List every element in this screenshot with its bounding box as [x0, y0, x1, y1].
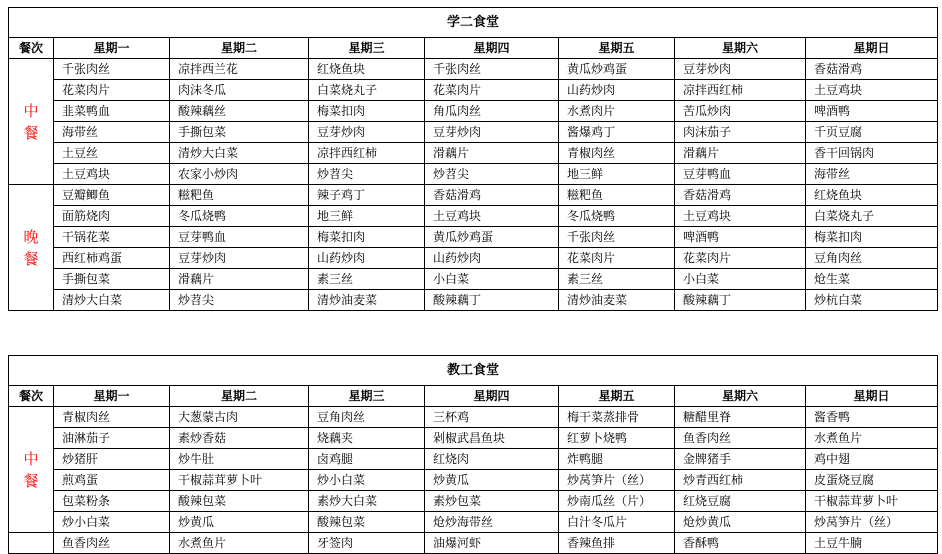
canteen-menu-table-xueer — [8, 7, 938, 311]
weekday-header: 星期三 — [309, 386, 425, 407]
meal-label-char: 中 — [23, 449, 39, 468]
dish-cell: 小白菜 — [675, 269, 806, 290]
dish-cell: 干椒蒜茸萝卜叶 — [170, 470, 309, 491]
dish-cell: 糍粑鱼 — [559, 185, 675, 206]
table-row — [9, 185, 938, 206]
weekday-header: 星期日 — [806, 38, 938, 59]
dish-cell: 炝生菜 — [806, 269, 938, 290]
canteen-title: 教工食堂 — [9, 356, 938, 386]
dish-cell: 梅菜扣肉 — [309, 227, 425, 248]
dish-cell: 酸辣藕丁 — [425, 290, 559, 311]
dish-cell: 苦瓜炒肉 — [675, 101, 806, 122]
dish-cell: 黄瓜炒鸡蛋 — [425, 227, 559, 248]
canteen-title: 学二食堂 — [9, 8, 938, 38]
dish-cell: 炒苕尖 — [309, 164, 425, 185]
dish-cell: 滑藕片 — [675, 143, 806, 164]
dish-cell: 肉沫冬瓜 — [170, 80, 309, 101]
weekday-header: 星期二 — [170, 38, 309, 59]
dish-cell: 素炒香菇 — [170, 428, 309, 449]
dish-cell: 酸辣包菜 — [170, 491, 309, 512]
weekday-header: 星期四 — [425, 38, 559, 59]
table-row — [9, 491, 938, 512]
table-row — [9, 449, 938, 470]
dish-cell: 手撕包菜 — [54, 269, 170, 290]
weekday-header: 星期一 — [54, 38, 170, 59]
dish-cell: 炒苕尖 — [425, 164, 559, 185]
dish-cell: 清炒大白菜 — [54, 290, 170, 311]
table-row — [9, 101, 938, 122]
meal-label-char: 中 — [23, 101, 39, 120]
dish-cell: 炒小白菜 — [309, 470, 425, 491]
dish-cell: 面筋烧肉 — [54, 206, 170, 227]
dish-cell: 酸辣藕丝 — [170, 101, 309, 122]
dish-cell: 地三鲜 — [309, 206, 425, 227]
table-row — [9, 470, 938, 491]
dish-cell: 炒猪肝 — [54, 449, 170, 470]
dish-cell: 水煮鱼片 — [806, 428, 938, 449]
canteen-menu-table-jiaogong — [8, 355, 938, 554]
dish-cell: 豆芽炒肉 — [425, 122, 559, 143]
dish-cell: 土豆丝 — [54, 143, 170, 164]
dish-cell: 三杯鸡 — [425, 407, 559, 428]
dish-cell: 豆角肉丝 — [806, 248, 938, 269]
dish-cell: 白菜烧丸子 — [309, 80, 425, 101]
dish-cell: 香干回锅肉 — [806, 143, 938, 164]
dish-cell: 手撕包菜 — [170, 122, 309, 143]
meal-label-char: 晚 — [23, 227, 39, 246]
weekday-header: 星期五 — [559, 386, 675, 407]
dish-cell: 鸡中翅 — [806, 449, 938, 470]
dish-cell: 冬瓜烧鸭 — [559, 206, 675, 227]
dish-cell: 油爆河虾 — [425, 533, 559, 554]
dish-cell: 土豆鸡块 — [806, 80, 938, 101]
table-row — [9, 407, 938, 428]
weekday-header: 星期六 — [675, 386, 806, 407]
weekday-header: 星期一 — [54, 386, 170, 407]
dish-cell: 清炒油麦菜 — [559, 290, 675, 311]
dish-cell: 炒苕尖 — [170, 290, 309, 311]
dish-cell: 豆角肉丝 — [309, 407, 425, 428]
meal-label — [9, 407, 54, 533]
dish-cell: 滑藕片 — [425, 143, 559, 164]
dish-cell: 炒青西红柿 — [675, 470, 806, 491]
dish-cell: 豆芽炒肉 — [309, 122, 425, 143]
dish-cell: 土豆鸡块 — [425, 206, 559, 227]
dish-cell: 冬瓜烧鸭 — [170, 206, 309, 227]
table-row — [9, 122, 938, 143]
meal-label-char: 餐 — [23, 249, 39, 268]
dish-cell: 西红柿鸡蛋 — [54, 248, 170, 269]
weekday-header: 星期日 — [806, 386, 938, 407]
table-row — [9, 80, 938, 101]
dish-cell: 炒黄瓜 — [425, 470, 559, 491]
dish-cell: 凉拌西红柿 — [309, 143, 425, 164]
dish-cell: 素三丝 — [559, 269, 675, 290]
dish-cell: 炸鸭腿 — [559, 449, 675, 470]
meal-label-char: 餐 — [23, 123, 39, 142]
table-row — [9, 533, 938, 554]
weekday-header: 星期二 — [170, 386, 309, 407]
dish-cell: 酸辣包菜 — [309, 512, 425, 533]
dish-cell: 花菜肉片 — [425, 80, 559, 101]
dish-cell: 梅菜扣肉 — [806, 227, 938, 248]
dish-cell: 土豆鸡块 — [54, 164, 170, 185]
dish-cell: 炝炒黄瓜 — [675, 512, 806, 533]
dish-cell: 山药炒肉 — [425, 248, 559, 269]
dish-cell: 素炒大白菜 — [309, 491, 425, 512]
dish-cell: 青椒肉丝 — [54, 407, 170, 428]
dish-cell: 清炒油麦菜 — [309, 290, 425, 311]
meal-label — [9, 59, 54, 185]
dish-cell: 肉沫茄子 — [675, 122, 806, 143]
dish-cell: 包菜粉条 — [54, 491, 170, 512]
dish-cell: 糖醋里脊 — [675, 407, 806, 428]
dish-cell: 牙签肉 — [309, 533, 425, 554]
dish-cell: 糍粑鱼 — [170, 185, 309, 206]
meal-label-char: 餐 — [23, 471, 39, 490]
table-row — [9, 206, 938, 227]
dish-cell: 红烧肉 — [425, 449, 559, 470]
dish-cell: 红萝卜烧鸭 — [559, 428, 675, 449]
dish-cell: 炒杭白菜 — [806, 290, 938, 311]
dish-cell: 酱爆鸡丁 — [559, 122, 675, 143]
dish-cell: 白菜烧丸子 — [806, 206, 938, 227]
dish-cell: 土豆牛腩 — [806, 533, 938, 554]
dish-cell: 香菇滑鸡 — [806, 59, 938, 80]
table-row — [9, 512, 938, 533]
header-row — [9, 38, 938, 59]
dish-cell: 香辣鱼排 — [559, 533, 675, 554]
dish-cell: 山药炒肉 — [559, 80, 675, 101]
dish-cell: 香菇滑鸡 — [425, 185, 559, 206]
dish-cell: 红烧鱼块 — [806, 185, 938, 206]
dish-cell: 花菜肉片 — [54, 80, 170, 101]
dish-cell: 梅干菜蒸排骨 — [559, 407, 675, 428]
table-row — [9, 428, 938, 449]
menu-body-xueer — [9, 8, 938, 311]
dish-cell: 啤酒鸭 — [675, 227, 806, 248]
table-row — [9, 143, 938, 164]
dish-cell: 凉拌西红柿 — [675, 80, 806, 101]
dish-cell: 黄瓜炒鸡蛋 — [559, 59, 675, 80]
dish-cell: 酸辣藕丁 — [675, 290, 806, 311]
dish-cell: 豆芽鸭血 — [675, 164, 806, 185]
dish-cell: 农家小炒肉 — [170, 164, 309, 185]
dish-cell: 海带丝 — [54, 122, 170, 143]
weekday-header: 星期五 — [559, 38, 675, 59]
dish-cell: 凉拌西兰花 — [170, 59, 309, 80]
dish-cell: 干椒蒜茸萝卜叶 — [806, 491, 938, 512]
dish-cell: 韭菜鸭血 — [54, 101, 170, 122]
dish-cell: 素三丝 — [309, 269, 425, 290]
weekday-header: 星期六 — [675, 38, 806, 59]
dish-cell: 炒牛肚 — [170, 449, 309, 470]
title-row — [9, 8, 938, 38]
table-row — [9, 290, 938, 311]
meal-column-header: 餐次 — [9, 386, 54, 407]
dish-cell: 酱香鸭 — [806, 407, 938, 428]
title-row — [9, 356, 938, 386]
dish-cell: 豆瓣鲫鱼 — [54, 185, 170, 206]
weekday-header: 星期四 — [425, 386, 559, 407]
dish-cell: 卤鸡腿 — [309, 449, 425, 470]
dish-cell: 角瓜肉丝 — [425, 101, 559, 122]
table-row — [9, 248, 938, 269]
dish-cell: 干锅花菜 — [54, 227, 170, 248]
dish-cell: 辣子鸡丁 — [309, 185, 425, 206]
table-row — [9, 164, 938, 185]
dish-cell: 煎鸡蛋 — [54, 470, 170, 491]
dish-cell: 地三鲜 — [559, 164, 675, 185]
dish-cell: 红烧鱼块 — [309, 59, 425, 80]
dish-cell: 青椒肉丝 — [559, 143, 675, 164]
dish-cell: 白汁冬瓜片 — [559, 512, 675, 533]
weekday-header: 星期三 — [309, 38, 425, 59]
dish-cell: 啤酒鸭 — [806, 101, 938, 122]
dish-cell: 花菜肉片 — [675, 248, 806, 269]
table-row — [9, 227, 938, 248]
header-row — [9, 386, 938, 407]
dish-cell: 大葱蒙古肉 — [170, 407, 309, 428]
dish-cell: 金牌猪手 — [675, 449, 806, 470]
dish-cell: 炒莴笋片（丝） — [806, 512, 938, 533]
dish-cell: 小白菜 — [425, 269, 559, 290]
menu-body-jiaogong — [9, 356, 938, 554]
dish-cell: 山药炒肉 — [309, 248, 425, 269]
meal-column-header: 餐次 — [9, 38, 54, 59]
dish-cell: 炒莴笋片（丝） — [559, 470, 675, 491]
dish-cell: 炝炒海带丝 — [425, 512, 559, 533]
dish-cell: 海带丝 — [806, 164, 938, 185]
dish-cell: 素炒包菜 — [425, 491, 559, 512]
dish-cell: 烧藕夹 — [309, 428, 425, 449]
meal-label — [9, 533, 54, 554]
dish-cell: 炒黄瓜 — [170, 512, 309, 533]
dish-cell: 红烧豆腐 — [675, 491, 806, 512]
dish-cell: 梅菜扣肉 — [309, 101, 425, 122]
dish-cell: 千页豆腐 — [806, 122, 938, 143]
dish-cell: 炒小白菜 — [54, 512, 170, 533]
table-row — [9, 59, 938, 80]
dish-cell: 油淋茄子 — [54, 428, 170, 449]
dish-cell: 土豆鸡块 — [675, 206, 806, 227]
dish-cell: 豆芽炒肉 — [675, 59, 806, 80]
dish-cell: 鱼香肉丝 — [675, 428, 806, 449]
dish-cell: 香酥鸭 — [675, 533, 806, 554]
dish-cell: 皮蛋烧豆腐 — [806, 470, 938, 491]
dish-cell: 水煮肉片 — [559, 101, 675, 122]
dish-cell: 豆芽炒肉 — [170, 248, 309, 269]
dish-cell: 滑藕片 — [170, 269, 309, 290]
dish-cell: 鱼香肉丝 — [54, 533, 170, 554]
table-row — [9, 269, 938, 290]
dish-cell: 千张肉丝 — [425, 59, 559, 80]
dish-cell: 炒南瓜丝（片） — [559, 491, 675, 512]
dish-cell: 水煮鱼片 — [170, 533, 309, 554]
dish-cell: 清炒大白菜 — [170, 143, 309, 164]
dish-cell: 花菜肉片 — [559, 248, 675, 269]
dish-cell: 千张肉丝 — [54, 59, 170, 80]
dish-cell: 剁椒武昌鱼块 — [425, 428, 559, 449]
dish-cell: 千张肉丝 — [559, 227, 675, 248]
dish-cell: 豆芽鸭血 — [170, 227, 309, 248]
meal-label — [9, 185, 54, 311]
dish-cell: 香菇滑鸡 — [675, 185, 806, 206]
